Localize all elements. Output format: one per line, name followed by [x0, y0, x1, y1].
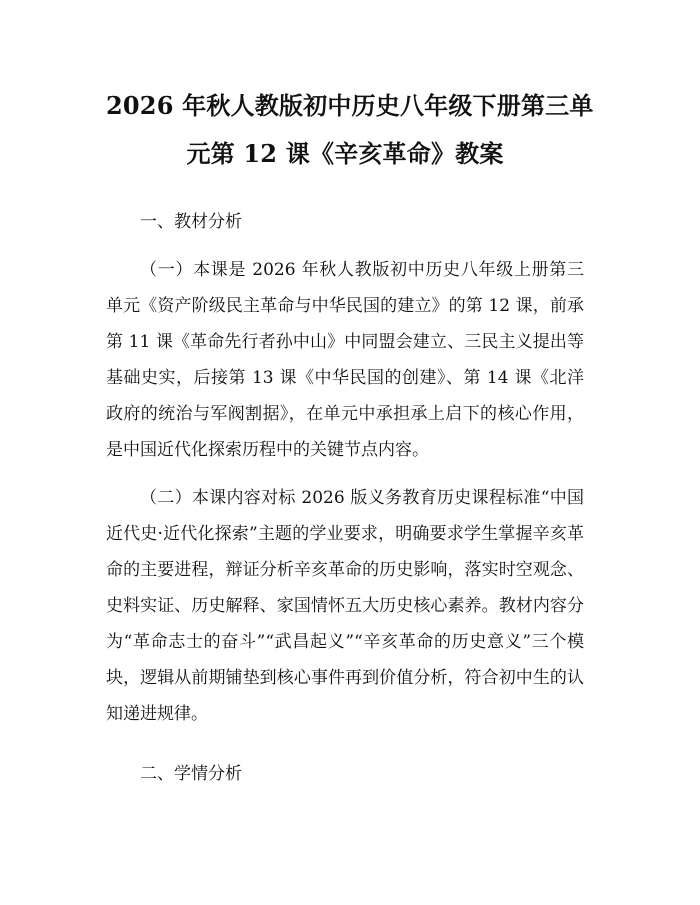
paragraph-textbook-analysis-1: （一）本课是 2026 年秋人教版初中历史八年级上册第三单元《资产阶级民主革命与中华民国的建立》的第 12 课，前承第 11 课《革命先行者孙中山》中同盟会建立、三民主义提出等基础史实，后接第 13 课《中华民国的创建》、第 14 课《北洋政府的统治与军阀割据》，在单元中承担承上启下的核心作用，是中国近代化探索历程中的关键节点内容。 — [106, 260, 584, 460]
document-title — [106, 82, 594, 178]
paragraph-textbook-analysis-2: （二）本课内容对标 2026 版义务教育历史课程标准“中国近代史·近代化探索”主题的学业要求，明确要求学生掌握辛亥革命的主要进程，辩证分析辛亥革命的历史影响，落实时空观念、史料实证、历史解释、家国情怀五大历史核心素养。教材内容分为“革命志士的奋斗”“武昌起义”“辛亥革命的历史意义”三个模块，逻辑从前期铺垫到核心事件再到价值分析，符合初中生的认知递进规律。 — [106, 488, 584, 724]
section-heading-student-analysis: 二、学情分析 — [140, 764, 242, 784]
document-title-line-1: 2026 年秋人教版初中历史八年级下册第三单 — [106, 91, 594, 120]
section-heading-textbook-analysis: 一、教材分析 — [140, 212, 242, 232]
document-title-line-2: 元第 12 课《辛亥革命》教案 — [186, 139, 504, 168]
